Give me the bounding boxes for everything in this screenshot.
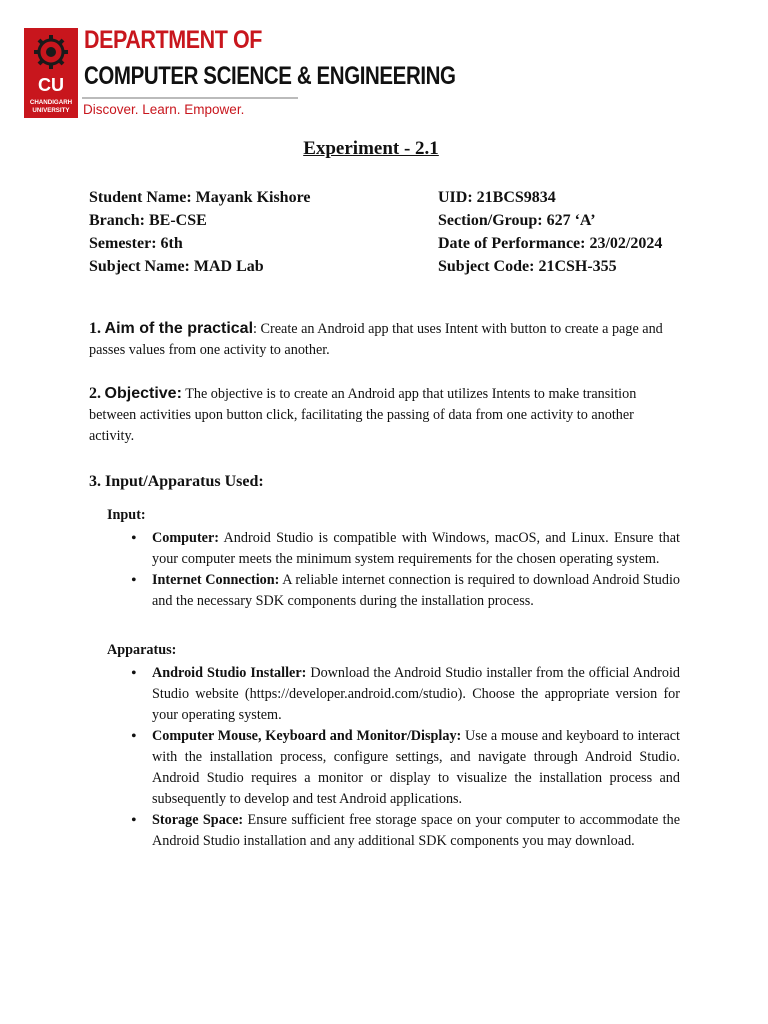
objective-heading: Objective: [104,385,182,402]
item-term: Storage Space: [152,812,244,828]
list-item [152,726,680,810]
date-of-performance: Date of Performance: 23/02/2024 [438,235,663,252]
input-label: Input: [107,507,146,523]
apparatus-heading: 3. Input/Apparatus Used: [89,473,264,490]
objective-text: The objective is to create an Android app that utilizes Intents to make transition between activities upon button click, facilitating the passing of data from one activity to another activity. [89,386,637,444]
logo-subtext-2: UNIVERSITY [32,107,70,114]
experiment-title: Experiment - 2.1 [303,138,439,159]
logo-subtext-1: CHANDIGARH [29,99,73,106]
dept-title-line1: DEPARTMENT OF [84,26,262,54]
apparatus-label: Apparatus: [107,642,177,658]
section-group: Section/Group: 627 ‘A’ [438,212,596,229]
list-item [152,528,680,570]
student-info-right [438,186,662,278]
item-term: Computer: [152,530,219,546]
dept-name-part2: ENGINEERING [316,62,456,90]
item-term: Computer Mouse, Keyboard and Monitor/Display: [152,728,462,744]
apparatus-list [107,663,680,852]
student-info-left [89,186,311,278]
header-divider [82,97,298,99]
input-list [107,528,680,612]
subject-name: Subject Name: MAD Lab [89,258,264,275]
list-item [152,570,680,612]
item-text: A reliable internet connection is required to download Android Studio and the necessary SDK components during the installation process. [152,572,680,609]
uid: UID: 21BCS9834 [438,189,556,206]
logo-text: CU [38,75,64,95]
item-text: Use a mouse and keyboard to interact with the installation process, configure settings, and navigate through Android Studio. Android Studio requires a monitor or display to visualize the installation process and subsequently to develop and test Android applications. [152,728,680,807]
subject-code: Subject Code: 21CSH-355 [438,258,617,275]
list-item [152,663,680,726]
aim-section [89,318,681,361]
aim-heading: Aim of the practical [104,320,254,337]
item-text: Ensure sufficient free storage space on your computer to accommodate the Android Studio installation and any additional SDK components you may download. [152,812,681,849]
objective-section [89,383,681,447]
item-term: Android Studio Installer: [152,665,307,681]
list-item [152,810,680,852]
dept-ampersand: & [291,62,317,90]
semester: Semester: 6th [89,235,183,252]
aim-number: 1. [89,320,101,337]
dept-name-part1: COMPUTER SCIENCE [84,62,292,90]
dept-title-line2 [84,62,456,91]
aim-text: Create an Android app that uses Intent with button to create a page and passes values from one activity to another. [89,321,663,358]
branch: Branch: BE-CSE [89,212,207,229]
cu-logo [24,28,78,118]
item-text: Download the Android Studio installer from the official Android Studio website (https://developer.android.com/studio). Choose the appropriate version for your operating system. [152,665,680,723]
aim-colon: : [253,321,261,337]
student-name: Student Name: Mayank Kishore [89,189,311,206]
tagline: Discover. Learn. Empower. [83,102,245,117]
item-term: Internet Connection: [152,572,280,588]
objective-number: 2. [89,385,101,402]
item-text: Android Studio is compatible with Windows, macOS, and Linux. Ensure that your computer meets the minimum system requirements for the chosen operating system. [152,530,680,567]
